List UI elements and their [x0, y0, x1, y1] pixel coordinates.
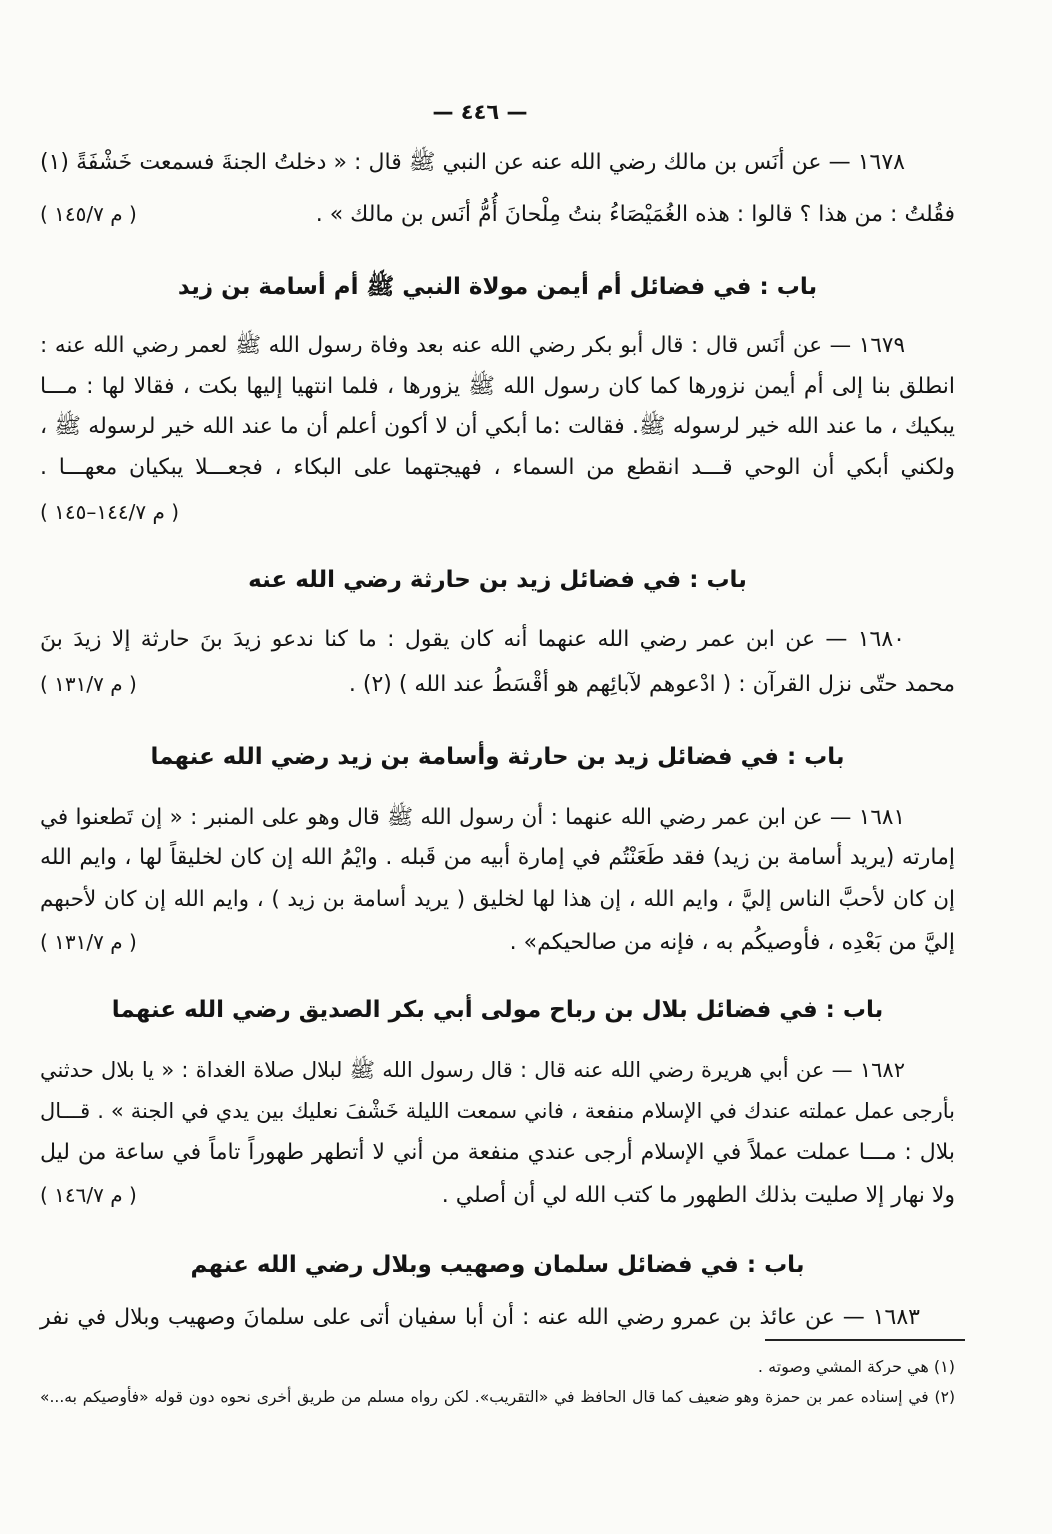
- page-number: — ٤٤٦ —: [432, 100, 528, 124]
- footnote-2: (٢) في إسناده عمر بن حمزة وهو ضعيف كما قال الحافظ في «التقريب». لكن رواه مسلم من طريق أخرى نحوه دون قوله «فأوصيكم به...»: [40, 1388, 955, 1406]
- hadith-1682-line-4: ولا نهار إلا صليت بذلك الطهور ما كتب الله لي أن أصلي .: [441, 1183, 955, 1208]
- hadith-1682-line-3: بلال : مـــا عملت عملاً في الإسلام أرجى عندي منفعة من أني لا أتطهر طهوراً تاماً في ساعة من ليل: [40, 1140, 955, 1165]
- hadith-1678-line-2: فقُلتُ : من هذا ؟ قالوا : هذه الغُمَيْصَاءُ بنتُ مِلْحانَ أُمُّ أنَس بن مالك » .: [315, 202, 955, 227]
- hadith-1679-citation: ( م ١٤٤/٧–١٤٥ ): [40, 500, 180, 524]
- hadith-1681-citation: ( م ١٣١/٧ ): [40, 930, 137, 954]
- chapter-heading-bilal: باب : في فضائل بلال بن رباح مولى أبي بكر الصديق رضي الله عنهما: [111, 997, 884, 1023]
- hadith-1679-line-4: ولكني أبكي أن الوحي قـــد انقطع من السماء ، فهيجتهما على البكاء ، فجعـــلا يبكيان معهـــا .: [40, 455, 955, 480]
- hadith-1683-line-1: ١٦٨٣ — عن عائذ بن عمرو رضي الله عنه : أن أبا سفيان أتى على سلمانَ وصهيب وبلال في نفر: [40, 1305, 920, 1330]
- hadith-1682-citation: ( م ١٤٦/٧ ): [40, 1183, 137, 1207]
- hadith-1680-citation: ( م ١٣١/٧ ): [40, 672, 137, 696]
- hadith-1681-closing-row: [40, 922, 955, 963]
- hadith-1681-line-2: إمارته (يريد أسامة بن زيد) فقد طَعَنْتُم في إمارة أبيه من قَبله . وايْمُ الله إن كان لخليقاً لها ، وايم الله: [40, 845, 955, 870]
- hadith-1678-line-1: ١٦٧٨ — عن أنَس بن مالك رضي الله عنه عن النبي ﷺ قال : « دخلتُ الجنةَ فسمعت خَشْفَةً (١): [40, 150, 905, 175]
- hadith-1682-line-1: ١٦٨٢ — عن أبي هريرة رضي الله عنه قال : قال رسول الله ﷺ لبلال صلاة الغداة : « يا بلال حدثني: [40, 1058, 905, 1082]
- hadith-1680-closing-row: [40, 664, 955, 705]
- hadith-1682-line-2: بأرجى عمل عملته عندك في الإسلام منفعة ، فاني سمعت الليلة خَشْفَ نعليك بين يدي في الجنة » . قـــال: [40, 1099, 955, 1123]
- hadith-1681-line-3: إن كان لأحبَّ الناس إليَّ ، وايم الله ، إن هذا لها لخليق ( يريد أسامة بن زيد ) ، وايم الله إن كان لأحبهم: [40, 887, 955, 912]
- chapter-heading-zayd: باب : في فضائل زيد بن حارثة رضي الله عنه: [248, 567, 747, 593]
- hadith-1679-line-1: ١٦٧٩ — عن أنَس قال : قال أبو بكر رضي الله عنه بعد وفاة رسول الله ﷺ لعمر رضي الله عنه :: [40, 333, 905, 358]
- chapter-heading-umm-ayman: باب : في فضائل أم أيمن مولاة النبي ﷺ أم أسامة بن زيد: [177, 274, 818, 300]
- footnote-1: (١) هي حركة المشي وصوته .: [757, 1357, 955, 1376]
- hadith-1679-line-3: يبكيك ، ما عند الله خير لرسوله ﷺ. فقالت :ما أبكي أن لا أكون أعلم أن ما عند الله خير لرسوله ﷺ ،: [40, 414, 955, 439]
- chapter-heading-salman-suhayb-bilal: باب : في فضائل سلمان وصهيب وبلال رضي الله عنهم: [190, 1252, 805, 1278]
- hadith-1681-line-1: ١٦٨١ — عن ابن عمر رضي الله عنهما : أن رسول الله ﷺ قال وهو على المنبر : « إن تَطعنوا في: [40, 805, 905, 830]
- chapter-heading-zayd-usama: باب : في فضائل زيد بن حارثة وأسامة بن زيد رضي الله عنهما: [150, 744, 845, 770]
- hadith-1681-line-4: إليَّ من بَعْدِه ، فأوصيكُم به ، فإنه من صالحيكم» .: [509, 930, 955, 955]
- hadith-1679-line-2: انطلق بنا إلى أم أيمن نزورها كما كان رسول الله ﷺ يزورها ، فلما انتهيا إليها بكت ، فقالا لها : مـــا: [40, 374, 955, 399]
- hadith-1678-citation: ( م ١٤٥/٧ ): [40, 202, 137, 226]
- hadith-1680-line-2: محمد حتّى نزل القرآن : ( ادْعوهم لآبائِهم هو أقْسَطُ عند الله ) (٢) .: [348, 672, 955, 697]
- hadith-1678-closing-row: [40, 194, 955, 235]
- hadith-1682-closing-row: [40, 1175, 955, 1216]
- footnote-separator: [765, 1339, 965, 1341]
- hadith-1680-line-1: ١٦٨٠ — عن ابن عمر رضي الله عنهما أنه كان يقول : ما كنا ندعو زيدَ بنَ حارثة إلا زيدَ بنَ: [40, 627, 905, 652]
